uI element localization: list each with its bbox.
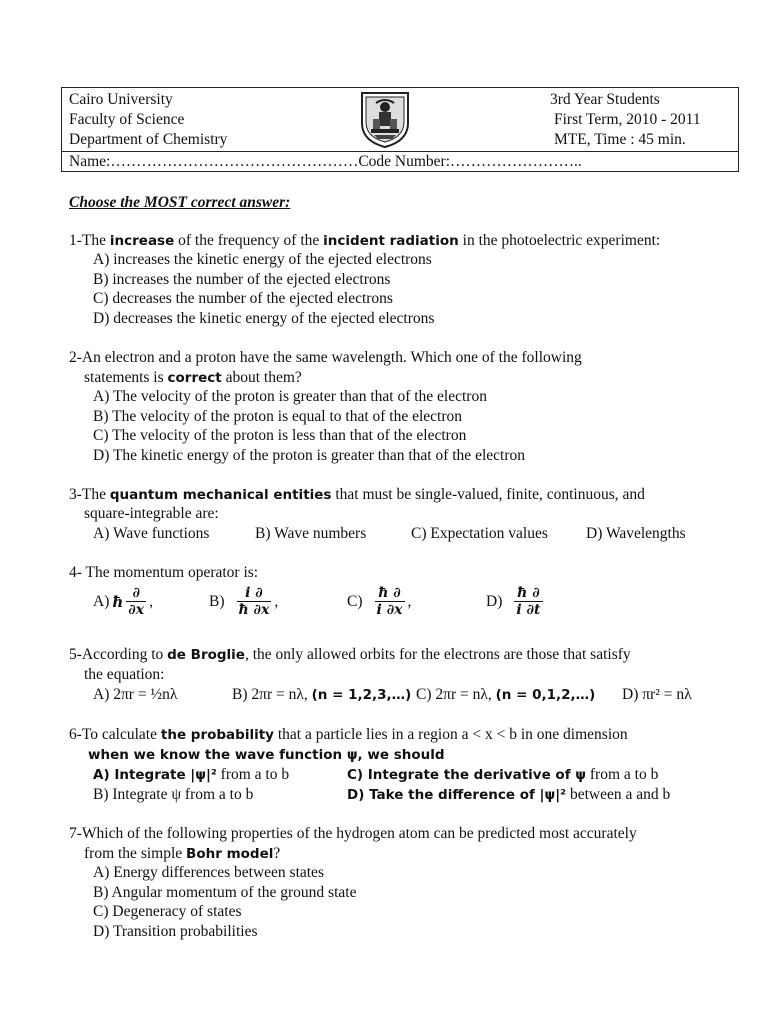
question-3-option-d[interactable]: D) Wavelengths bbox=[586, 525, 686, 542]
question-2-option-b[interactable]: B) The velocity of the proton is equal to that of the electron bbox=[93, 408, 463, 425]
faculty-name: Faculty of Science bbox=[69, 111, 185, 128]
question-5-option-c[interactable]: C) 2πr = nλ, (n = 0,1,2,…) bbox=[416, 686, 596, 703]
question-7-option-c[interactable]: C) Degeneracy of states bbox=[93, 903, 242, 920]
question-7-option-a[interactable]: A) Energy differences between states bbox=[93, 864, 324, 881]
question-3-stem-line2: square-integrable are: bbox=[84, 505, 219, 522]
department-name: Department of Chemistry bbox=[69, 131, 228, 148]
question-4-option-c[interactable]: C) $\frac{ħ \partial}{i \partial x}$ , bbox=[347, 585, 412, 618]
university-seal-icon bbox=[356, 89, 414, 149]
question-3-option-a[interactable]: A) Wave functions bbox=[93, 525, 210, 542]
question-3-stem: 3-The quantum mechanical entities that must be single-valued, finite, continuous, and bbox=[69, 486, 645, 503]
question-2-option-c[interactable]: C) The velocity of the proton is less than that of the electron bbox=[93, 427, 467, 444]
question-2-stem-line2: statements is correct about them? bbox=[84, 369, 302, 386]
question-4-option-a[interactable]: A) ħ $\frac{\partial}{\partial x}$ , bbox=[93, 585, 153, 618]
instruction: Choose the MOST correct answer: bbox=[69, 194, 291, 211]
question-6-option-c[interactable]: C) Integrate the derivative of ψ from a to b bbox=[347, 766, 659, 783]
question-7-stem: 7-Which of the following properties of the hydrogen atom can be predicted most accurately bbox=[69, 825, 637, 842]
question-5-option-b[interactable]: B) 2πr = nλ, (n = 1,2,3,…) bbox=[232, 686, 412, 703]
code-number-field[interactable]: Code Number:…………………….. bbox=[358, 153, 582, 170]
question-7-option-d[interactable]: D) Transition probabilities bbox=[93, 923, 258, 940]
question-6-option-a[interactable]: A) Integrate |ψ|² from a to b bbox=[93, 766, 290, 783]
question-1-option-a[interactable]: A) increases the kinetic energy of the ejected electrons bbox=[93, 251, 432, 268]
question-5-option-d[interactable]: D) πr² = nλ bbox=[622, 686, 692, 703]
university-name: Cairo University bbox=[69, 91, 173, 108]
question-5-stem-line2: the equation: bbox=[84, 666, 165, 683]
question-1-option-c[interactable]: C) decreases the number of the ejected electrons bbox=[93, 290, 393, 307]
question-4-option-b[interactable]: B) $\frac{i \partial}{ħ \partial x}$ , bbox=[209, 585, 279, 618]
question-5-option-a[interactable]: A) 2πr = ½nλ bbox=[93, 686, 178, 703]
question-7-stem-line2: from the simple Bohr model? bbox=[84, 845, 281, 862]
question-2-stem: 2-An electron and a proton have the same wavelength. Which one of the following bbox=[69, 349, 582, 366]
exam-time-label: MTE, Time : 45 min. bbox=[554, 131, 686, 148]
name-field-label: Name:………………………………………… bbox=[69, 153, 359, 170]
header-divider bbox=[61, 151, 739, 152]
question-5-stem: 5-According to de Broglie, the only allowed orbits for the electrons are those that satisfy bbox=[69, 646, 631, 663]
question-1-stem: 1-The increase of the frequency of the incident radiation in the photoelectric experiment: bbox=[69, 232, 661, 249]
year-label: 3rd Year Students bbox=[550, 91, 660, 108]
question-7-option-b[interactable]: B) Angular momentum of the ground state bbox=[93, 884, 357, 901]
name-field[interactable] bbox=[69, 153, 582, 171]
question-4-option-d[interactable]: D) $\frac{ħ \partial}{i \partial t}$ bbox=[486, 585, 541, 618]
question-3-option-c[interactable]: C) Expectation values bbox=[411, 525, 548, 542]
question-1-option-b[interactable]: B) increases the number of the ejected electrons bbox=[93, 271, 391, 288]
question-2-option-d[interactable]: D) The kinetic energy of the proton is greater than that of the electron bbox=[93, 447, 525, 464]
question-3-option-b[interactable]: B) Wave numbers bbox=[255, 525, 367, 542]
question-6-option-b[interactable]: B) Integrate ψ from a to b bbox=[93, 786, 254, 803]
question-4-stem: 4- The momentum operator is: bbox=[69, 564, 259, 581]
question-6-option-d[interactable]: D) Take the difference of |ψ|² between a and b bbox=[347, 786, 671, 803]
question-1-option-d[interactable]: D) decreases the kinetic energy of the ejected electrons bbox=[93, 310, 435, 327]
question-6-stem-line2: when we know the wave function ψ, we should bbox=[88, 747, 445, 763]
question-6-stem: 6-To calculate the probability that a particle lies in a region a < x < b in one dimension bbox=[69, 726, 628, 743]
term-label: First Term, 2010 - 2011 bbox=[554, 111, 701, 128]
question-2-option-a[interactable]: A) The velocity of the proton is greater than that of the electron bbox=[93, 388, 487, 405]
